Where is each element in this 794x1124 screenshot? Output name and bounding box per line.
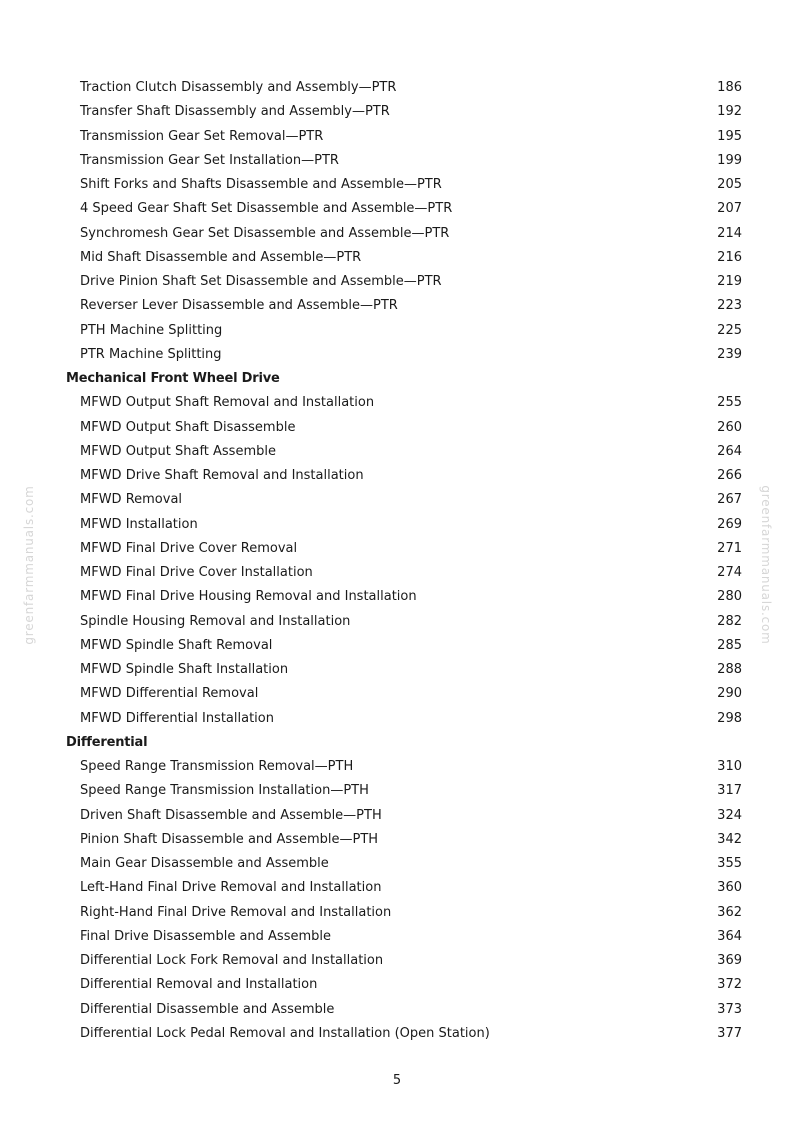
- toc-entry-title: MFWD Installation: [80, 516, 198, 532]
- toc-entry-page: 207: [717, 201, 742, 217]
- toc-entry-title: Differential Lock Pedal Removal and Installation (Open Station): [80, 1025, 490, 1041]
- toc-entry-page: 267: [717, 492, 742, 508]
- toc-entry-page: 223: [717, 298, 742, 314]
- toc-entry-title: MFWD Spindle Shaft Installation: [80, 662, 289, 677]
- toc-entry-page: 269: [717, 516, 742, 532]
- toc-entry-title: Transmission Gear Set Removal—PTR: [80, 128, 324, 144]
- toc-entry-title: Shift Forks and Shafts Disassemble and Assemble—PTR: [80, 177, 442, 192]
- toc-entry-title: MFWD Differential Installation: [80, 710, 274, 726]
- toc-entry[interactable]: [66, 76, 742, 100]
- toc-entry[interactable]: [66, 197, 742, 221]
- toc-entry[interactable]: [66, 1022, 742, 1046]
- toc-entry-title: MFWD Output Shaft Assemble: [80, 443, 276, 459]
- toc-entry[interactable]: [66, 294, 742, 318]
- toc-entry-title: Main Gear Disassemble and Assemble: [80, 856, 329, 871]
- toc-entry-title: Mechanical Front Wheel Drive: [66, 371, 280, 386]
- toc-entry[interactable]: [66, 149, 742, 173]
- toc-entry[interactable]: [66, 779, 742, 803]
- toc-entry[interactable]: [66, 173, 742, 197]
- toc-entry-page: 266: [717, 468, 742, 483]
- toc-entry-page: 373: [717, 1001, 742, 1017]
- toc-entry[interactable]: [66, 513, 742, 537]
- toc-entry-title: Reverser Lever Disassemble and Assemble—PTR: [80, 298, 398, 314]
- toc-entry[interactable]: [66, 973, 742, 997]
- page-number: 5: [392, 1073, 402, 1088]
- toc-entry[interactable]: [66, 125, 742, 149]
- toc-entry[interactable]: [66, 100, 742, 124]
- toc-entry-title: MFWD Removal: [80, 492, 183, 508]
- toc-entry-page: 280: [717, 589, 742, 605]
- toc-entry[interactable]: [66, 634, 742, 658]
- toc-entry-title: MFWD Differential Removal: [80, 686, 259, 702]
- toc-entry-title: Left-Hand Final Drive Removal and Installation: [80, 880, 382, 896]
- toc-entry-page: 219: [717, 274, 742, 289]
- toc-entry-page: 274: [717, 565, 742, 580]
- toc-entry-title: 4 Speed Gear Shaft Set Disassemble and Assemble—PTR: [80, 201, 453, 217]
- toc-entry[interactable]: [66, 537, 742, 561]
- toc-entry-title: MFWD Final Drive Cover Installation: [80, 565, 313, 580]
- toc-entry-title: PTR Machine Splitting: [80, 346, 222, 362]
- toc-entry-page: 192: [717, 104, 742, 120]
- toc-entry[interactable]: [66, 876, 742, 900]
- toc-entry[interactable]: [66, 925, 742, 949]
- toc-entry-page: 360: [717, 880, 742, 896]
- toc-entry-page: 364: [717, 928, 742, 944]
- toc-entry-title: Differential Lock Fork Removal and Installation: [80, 953, 384, 968]
- toc-entry[interactable]: [66, 416, 742, 440]
- toc-entry-title: MFWD Final Drive Housing Removal and Installation: [80, 589, 417, 605]
- toc-entry-title: Driven Shaft Disassemble and Assemble—PTH: [80, 807, 382, 823]
- toc-entry-page: 324: [717, 807, 742, 823]
- toc-entry[interactable]: [66, 998, 742, 1022]
- toc-entry-page: 282: [717, 613, 742, 629]
- toc-entry-page: 264: [717, 443, 742, 459]
- toc-section-heading: [66, 731, 742, 755]
- toc-entry[interactable]: [66, 585, 742, 609]
- toc-entry[interactable]: [66, 343, 742, 367]
- toc-entry-title: Final Drive Disassemble and Assemble: [80, 928, 331, 944]
- toc-entry[interactable]: [66, 755, 742, 779]
- toc-entry[interactable]: [66, 707, 742, 731]
- toc-entry[interactable]: [66, 222, 742, 246]
- toc-entry[interactable]: [66, 852, 742, 876]
- toc-entry-page: 205: [717, 177, 742, 192]
- toc-entry[interactable]: [66, 949, 742, 973]
- toc-entry[interactable]: [66, 464, 742, 488]
- toc-entry-title: Differential Disassemble and Assemble: [80, 1001, 335, 1017]
- toc-entry-title: Traction Clutch Disassembly and Assembly—PTR: [80, 80, 397, 95]
- toc-entry-page: 317: [717, 783, 742, 799]
- toc-entry-title: Differential Removal and Installation: [80, 977, 318, 993]
- toc-entry-title: MFWD Output Shaft Removal and Installation: [80, 395, 375, 411]
- toc-entry-page: 288: [717, 662, 742, 677]
- toc-entry-page: 271: [717, 540, 742, 556]
- toc-entry[interactable]: [66, 319, 742, 343]
- toc-entry-page: 355: [717, 856, 742, 871]
- toc-entry-title: Speed Range Transmission Installation—PTH: [80, 783, 369, 799]
- toc-entry-title: Transfer Shaft Disassembly and Assembly—PTR: [80, 104, 390, 120]
- toc-entry[interactable]: [66, 561, 742, 585]
- toc-entry-title: Speed Range Transmission Removal—PTH: [80, 759, 354, 774]
- toc-entry-title: Pinion Shaft Disassemble and Assemble—PTH: [80, 831, 379, 847]
- toc-entry-page: 260: [717, 419, 742, 435]
- toc-entry[interactable]: [66, 391, 742, 415]
- table-of-contents: [66, 76, 742, 1046]
- toc-entry-title: MFWD Drive Shaft Removal and Installation: [80, 468, 364, 483]
- toc-entry-page: 239: [717, 346, 742, 362]
- toc-entry-title: Drive Pinion Shaft Set Disassemble and Assemble—PTR: [80, 274, 442, 289]
- toc-entry-page: 342: [717, 831, 742, 847]
- toc-entry[interactable]: [66, 610, 742, 634]
- toc-entry-page: 362: [717, 904, 742, 920]
- toc-entry-title: MFWD Spindle Shaft Removal: [80, 637, 273, 653]
- toc-entry-title: MFWD Output Shaft Disassemble: [80, 419, 296, 435]
- toc-entry-title: Mid Shaft Disassemble and Assemble—PTR: [80, 249, 362, 265]
- toc-entry[interactable]: [66, 804, 742, 828]
- toc-entry-page: 216: [717, 249, 742, 265]
- toc-entry-page: 285: [717, 637, 742, 653]
- toc-entry-title: Transmission Gear Set Installation—PTR: [80, 152, 339, 168]
- toc-section-heading: [66, 367, 742, 391]
- toc-entry-page: 214: [717, 225, 742, 241]
- toc-entry-page: 298: [717, 710, 742, 726]
- toc-entry-title: Right-Hand Final Drive Removal and Installation: [80, 904, 392, 920]
- toc-entry[interactable]: [66, 488, 742, 512]
- watermark-left: greenfarmmanuals.com: [22, 485, 36, 645]
- toc-entry-page: 186: [717, 80, 742, 95]
- toc-entry-title: MFWD Final Drive Cover Removal: [80, 540, 298, 556]
- toc-entry-page: 369: [717, 953, 742, 968]
- toc-entry[interactable]: [66, 246, 742, 270]
- toc-entry[interactable]: [66, 270, 742, 294]
- toc-entry[interactable]: [66, 682, 742, 706]
- toc-entry-title: Spindle Housing Removal and Installation: [80, 613, 351, 629]
- toc-entry-title: Differential: [66, 734, 148, 750]
- toc-entry[interactable]: [66, 440, 742, 464]
- watermark-right: greenfarmmanuals.com: [759, 485, 773, 645]
- toc-entry-title: Synchromesh Gear Set Disassemble and Assemble—PTR: [80, 225, 450, 241]
- toc-entry-page: 225: [717, 322, 742, 338]
- toc-entry[interactable]: [66, 828, 742, 852]
- toc-entry-page: 195: [717, 128, 742, 144]
- toc-entry-page: 290: [717, 686, 742, 702]
- toc-entry-page: 255: [717, 395, 742, 411]
- toc-entry-page: 199: [717, 152, 742, 168]
- toc-entry[interactable]: [66, 658, 742, 682]
- toc-entry[interactable]: [66, 901, 742, 925]
- toc-entry-page: 377: [717, 1025, 742, 1041]
- toc-entry-page: 310: [717, 759, 742, 774]
- toc-entry-page: 372: [717, 977, 742, 993]
- toc-entry-title: PTH Machine Splitting: [80, 322, 223, 338]
